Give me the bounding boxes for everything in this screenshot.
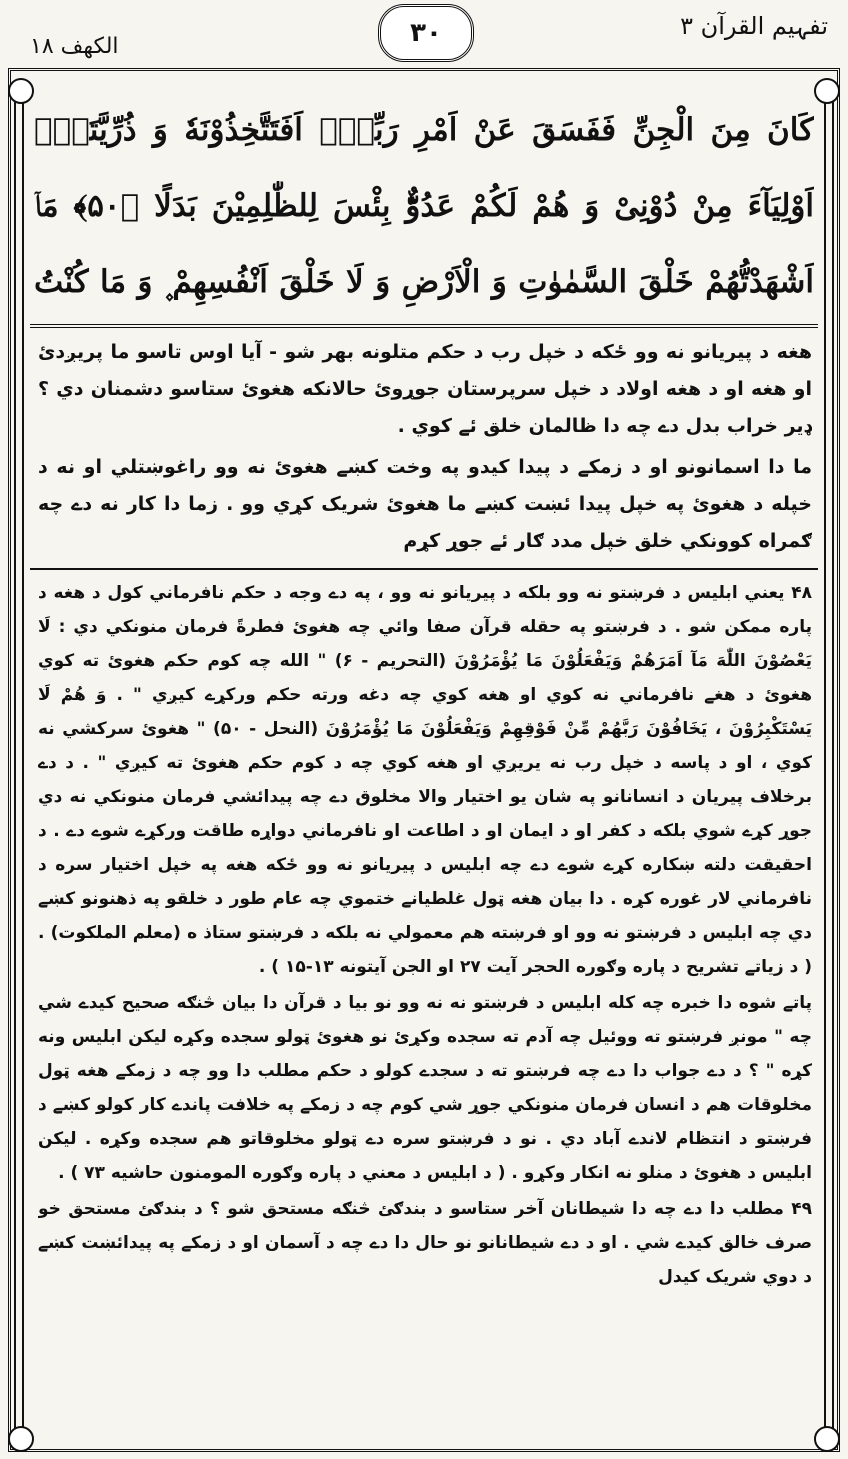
note-paragraph: ۴۹ مطلب دا دے چه دا شیطانان آخر ستاسو د بندګئ څنګه مستحق شو ؟ د بندګئ مستحق خو صرف خالق کیدے شي . او د دے شیطانانو نو حال دا دے چه د آسمان او د زمکے په پیدائښت کښے د دوي شریک کیدل: [38, 1199, 812, 1287]
surah-name: الکھف ۱۸: [30, 34, 119, 59]
translation: [38, 334, 812, 564]
corner-knob-ornament: [814, 1426, 840, 1452]
note-paragraph: ۴۸ یعني ابلیس د فرښتو نه وو بلکه د پیریانو نه وو ، په دے وجه د حکم نافرماني کول د هغه د پاره ممکن شو . د فرښتو په حقله قرآن صفا وائي چه هغوئ فطرةً فرمان منونکي دي : لَا يَعْصُوْنَ اللّٰهَ مَآ اَمَرَهُمْ وَيَفْعَلُوْنَ مَا يُؤْمَرُوْنَ (التحریم - ۶) " الله چه کوم حکم هغوئ ته کوي هغوئ د هغے نافرماني نه کوي او هغه کوي چه دغه ورته حکم ورکړے کیږي " . وَ هُمْ لَا يَسْتَكْبِرُوْنَ ، يَخَافُوْنَ رَبَّهُمْ مِّنْ فَوْقِهِمْ وَيَفْعَلُوْنَ مَا يُؤْمَرُوْنَ (النحل - ۵۰) " هغوئ سرکشي نه کوي ، او د پاسه د خپل رب نه یریږي او هغه کوي چه د کوم حکم هغوئ ته کیږي " . د دے برخلاف پیریان د انسانانو په شان یو اختیار والا مخلوق دے چه پیدائشي فرمان منونکي نه دي جوړ کړے شوي بلکه د کفر او د ایمان او د اطاعت او نافرماني دواړه طاقت ورکړے شوے دے . د احقیقت دلته ښکاره کړے شوے دے چه ابلیس د پیریانو نه وو ځکه هغه په خپل اختیار سره د نافرماني لار غوره کړه . دا بیان هغه ټول غلطیانے ختموي چه عام طور د خلقو په ذهنونو کښے دي چه ابلیس د فرښتو نه وو او فرښته هم معمولي نه بلکه د فرښتو ستاذ ه (معلم الملکوت) . ( د زیاتے تشریح د پاره وګوره الحجر آیت ۲۷ او الجن آیتونه ۱۳-۱۵ ) .: [38, 583, 812, 977]
corner-knob-ornament: [8, 78, 34, 104]
translation-paragraph: ما دا اسمانونو او د زمکے د پیدا کیدو په وخت کښے هغوئ نه وو راغوښتلي او نه د خپله د هغوئ په خپل پیدا ئښت کښے ما هغوئ شریک کړي وو . زما دا کار نه دے چه ګمراه کوونکي خلق خپل مدد ګار ئے جوړ کړم: [38, 456, 812, 552]
translation-paragraph: هغه د پیریانو نه وو ځکه د خپل رب د حکم متلونه بهر شو - آیا اوس تاسو ما پریږدئ او هغه او د هغه اولاد د خپل سرپرستان جوړوئ حالانکه هغوئ ستاسو دشمنان دي ؟ ډیر خراب بدل دے چه دا ظالمان خلق ئے کوي .: [38, 341, 812, 437]
notes-divider: [30, 568, 818, 570]
quran-verse: كَانَ مِنَ الْجِنِّ فَفَسَقَ عَنْ اَمْرِ رَبِّهٖؕ اَفَتَتَّخِذُوْنَهٗ وَ ذُرِّیَّتَهٗۤ اَوْلِیَآءَ مِنْ دُوْنِیْ وَ هُمْ لَكُمْ عَدُوٌّؕ بِئْسَ لِلظّٰلِمِیْنَ بَدَلًا ﴿۵۰﴾ مَاۤ اَشْهَدْتُّهُمْ خَلْقَ السَّمٰوٰتِ وَ الْاَرْضِ وَ لَا خَلْقَ اَنْفُسِهِمْ ۪ وَ مَا كُنْتُ: [34, 112, 814, 300]
commentary-notes: [38, 576, 812, 1442]
page-header: [0, 0, 848, 70]
note-paragraph: پاتے شوه دا خبره چه کله ابلیس د فرښتو نه نه وو نو بیا د قرآن دا بیان څنګه صحیح کیدے شي چه " مونږ فرښتو ته ووئیل چه آدم ته سجده وکړئ نو هغوئ ټولو سجده وکړه لیکن ابلیس ونه کړه " ؟ د دے جواب دا دے چه فرښتو ته د سجدے کولو د حکم مطلب دا وو چه د زمکے هغه ټول مخلوقات هم د انسان فرمان منونکي جوړ شي کوم چه د زمکے په خلافت پاندے کار کولو کښے د فرښتو د انتظام لاندے آباد دي . نو د فرښتو سره دے ټولو مخلوقاتو هم سجده وکړه . لیکن ابلیس د هغوئ د منلو نه انکار وکړو . ( د ابلیس د معني د پاره وګوره المومنون حاشیه ۷۳ ) .: [38, 993, 812, 1183]
book-title: تفہیم القرآن ۳: [680, 12, 828, 40]
right-pillar-ornament: [824, 88, 834, 1443]
corner-knob-ornament: [814, 78, 840, 104]
corner-knob-ornament: [8, 1426, 34, 1452]
left-pillar-ornament: [14, 88, 24, 1443]
verse-divider: [30, 324, 818, 328]
page-number: ۳۰: [378, 4, 474, 62]
